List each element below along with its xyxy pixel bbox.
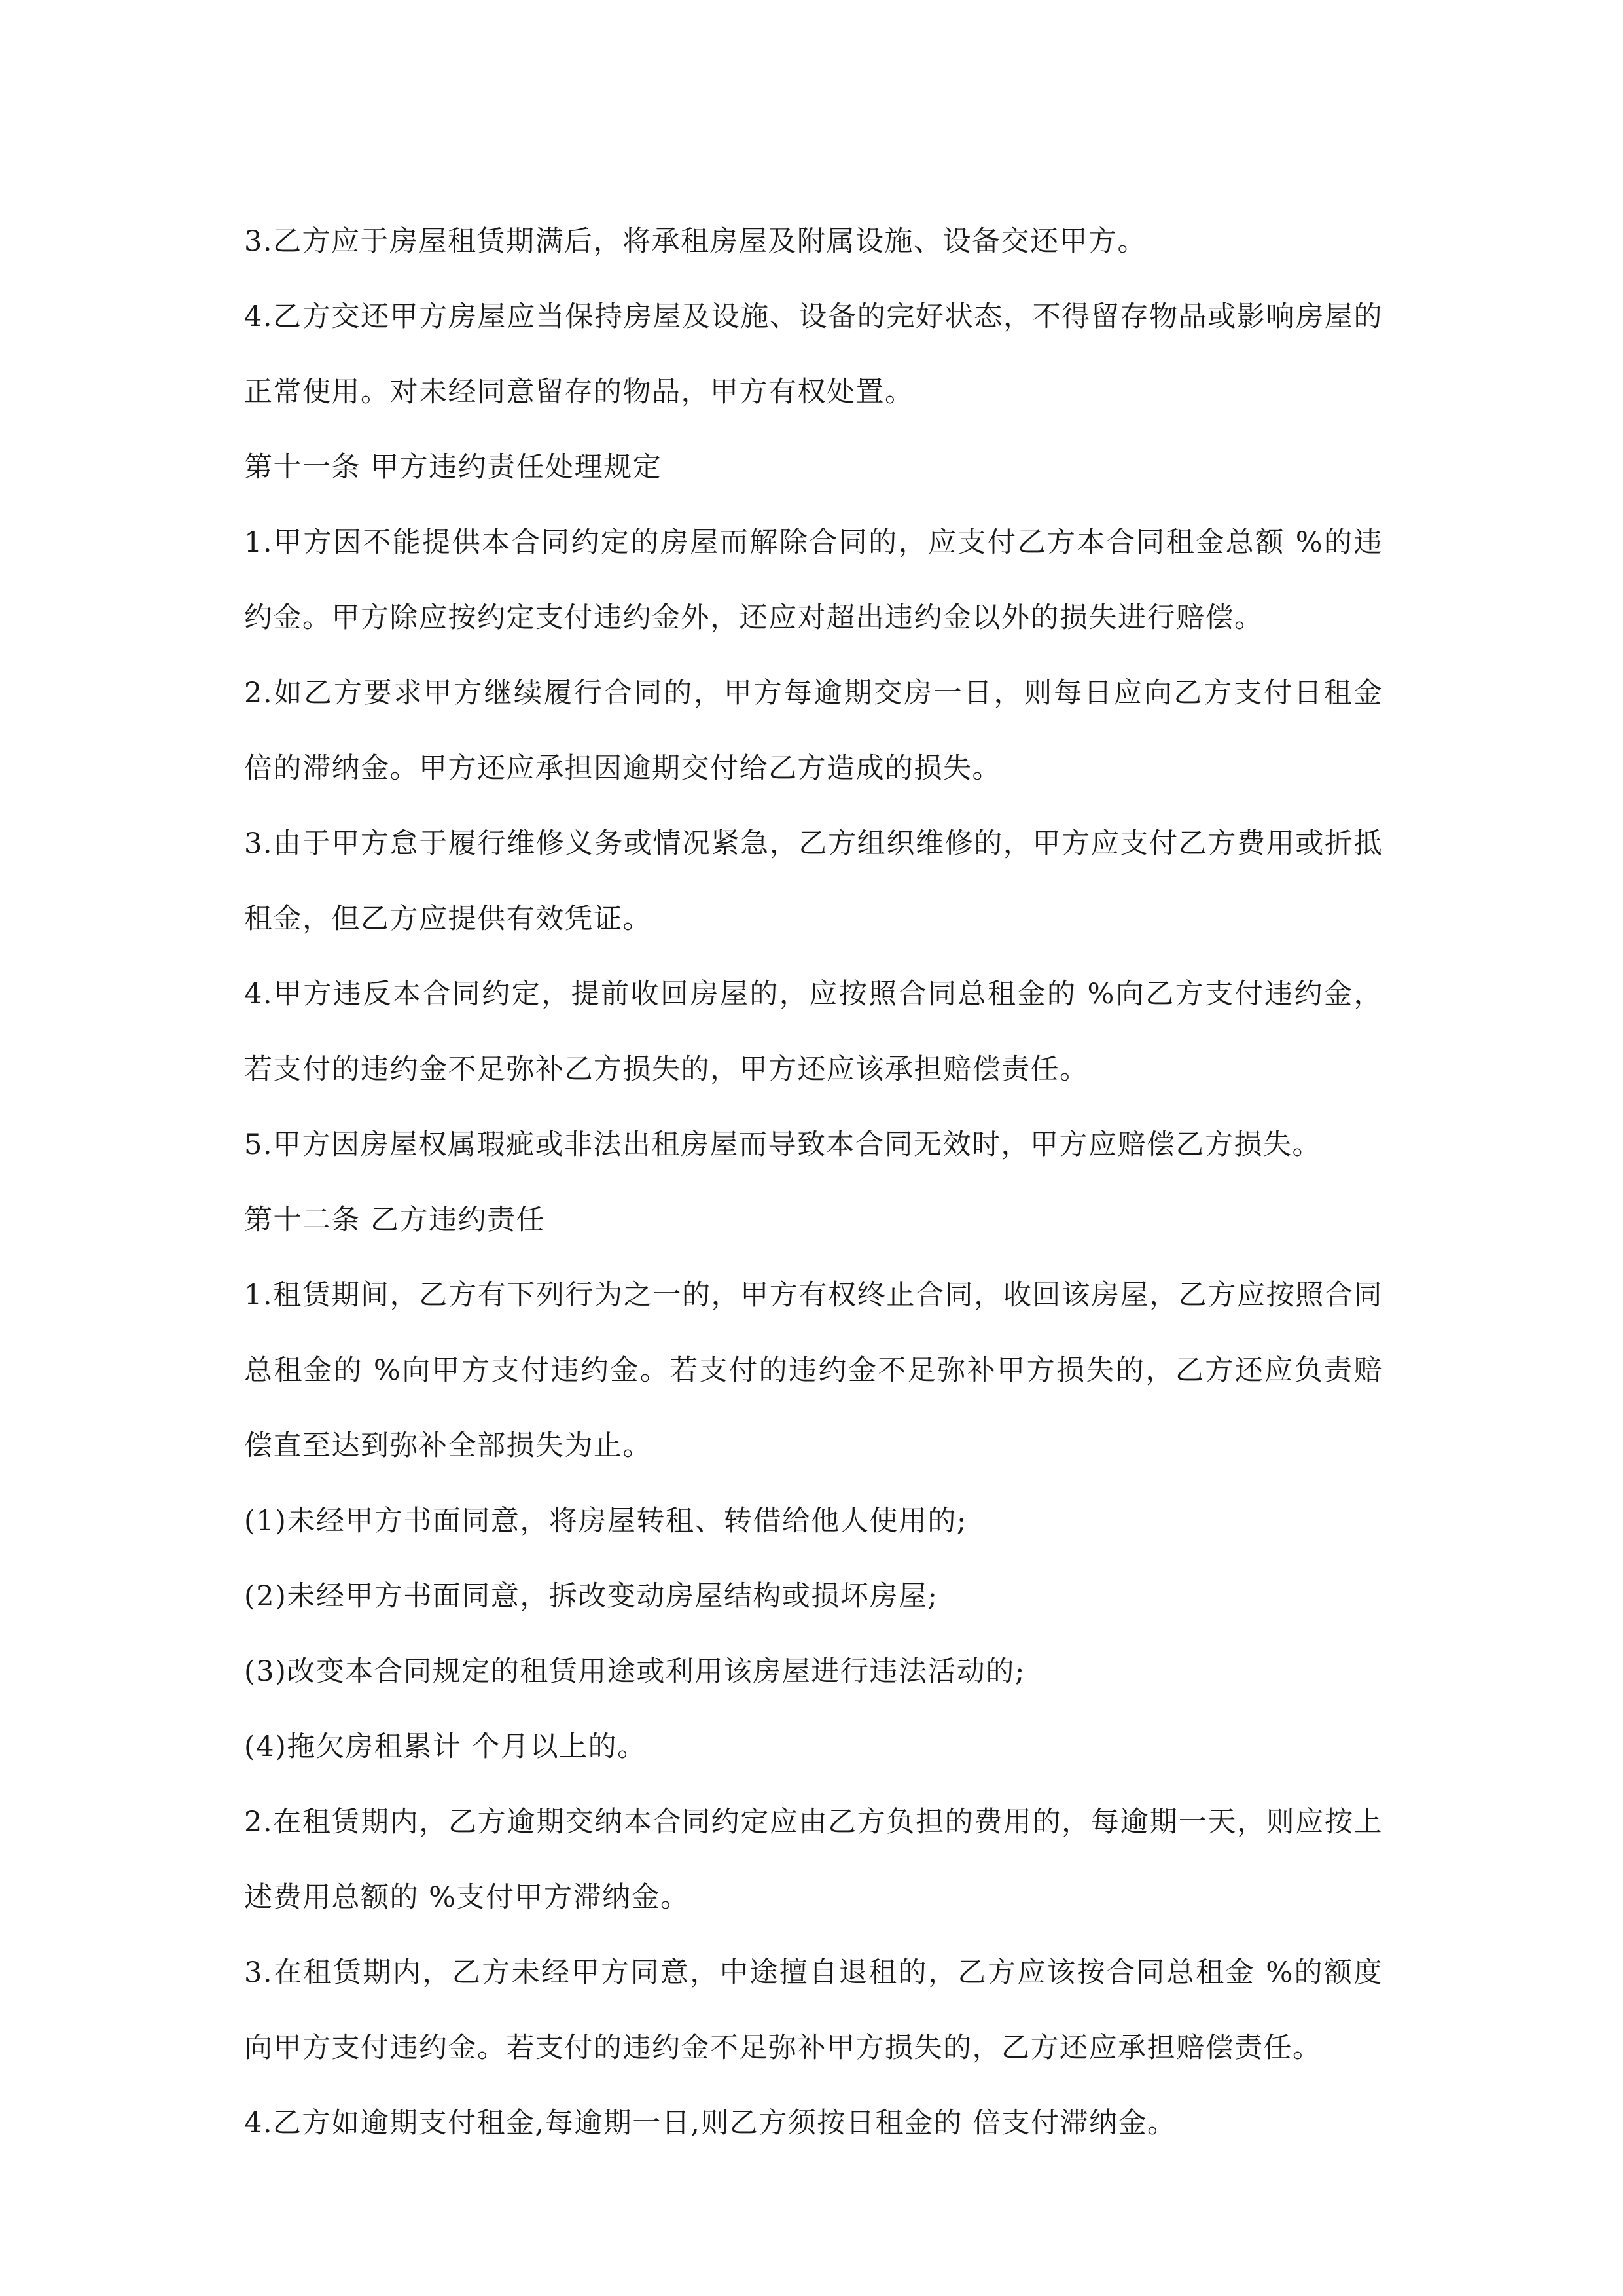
clause-12-item-2: 2.在租赁期内，乙方逾期交纳本合同约定应由乙方负担的费用的，每逾期一天，则应按上述费用总额的 %支付甲方滞纳金。 bbox=[244, 1806, 1383, 1914]
clause-12-item-1: 1.租赁期间，乙方有下列行为之一的，甲方有权终止合同，收回该房屋，乙方应按照合同总租金的 %向甲方支付违约金。若支付的违约金不足弥补甲方损失的，乙方还应负责赔偿直至达到弥补全部损失为止。 bbox=[244, 1279, 1383, 1462]
clause-11-heading: 第十一条 甲方违约责任处理规定 bbox=[244, 451, 662, 484]
clause-12-heading: 第十二条 乙方违约责任 bbox=[244, 1204, 546, 1236]
clause-11-item-5: 5.甲方因房屋权属瑕疵或非法出租房屋而导致本合同无效时，甲方应赔偿乙方损失。 bbox=[244, 1128, 1322, 1161]
clause-11-item-1: 1.甲方因不能提供本合同约定的房屋而解除合同的，应支付乙方本合同租金总额 %的违约金。甲方除应按约定支付违约金外，还应对超出违约金以外的损失进行赔偿。 bbox=[244, 526, 1383, 634]
document-body bbox=[244, 204, 1383, 2161]
clause-10-item-4: 4.乙方交还甲方房屋应当保持房屋及设施、设备的完好状态，不得留存物品或影响房屋的正常使用。对未经同意留存的物品，甲方有权处置。 bbox=[244, 300, 1383, 408]
clause-12-subitem-3: (3)改变本合同规定的租赁用途或利用该房屋进行违法活动的; bbox=[244, 1655, 1026, 1688]
clause-12-item-3: 3.在租赁期内，乙方未经甲方同意，中途擅自退租的，乙方应该按合同总租金 %的额度向甲方支付违约金。若支付的违约金不足弥补甲方损失的，乙方还应承担赔偿责任。 bbox=[244, 1956, 1383, 2064]
clause-12-subitem-2: (2)未经甲方书面同意，拆改变动房屋结构或损坏房屋; bbox=[244, 1580, 938, 1613]
clause-12-subitem-1: (1)未经甲方书面同意，将房屋转租、转借给他人使用的; bbox=[244, 1505, 967, 1537]
clause-11-item-2: 2.如乙方要求甲方继续履行合同的，甲方每逾期交房一日，则每日应向乙方支付日租金 倍的滞纳金。甲方还应承担因逾期交付给乙方造成的损失。 bbox=[244, 677, 1383, 785]
clause-11-item-3: 3.由于甲方怠于履行维修义务或情况紧急，乙方组织维修的，甲方应支付乙方费用或折抵租金，但乙方应提供有效凭证。 bbox=[244, 827, 1383, 935]
clause-12-subitem-4: (4)拖欠房租累计 个月以上的。 bbox=[244, 1731, 647, 1763]
clause-10-item-3: 3.乙方应于房屋租赁期满后，将承租房屋及附属设施、设备交还甲方。 bbox=[244, 225, 1147, 258]
clause-12-item-4: 4.乙方如逾期支付租金,每逾期一日,则乙方须按日租金的 倍支付滞纳金。 bbox=[244, 2107, 1177, 2140]
clause-11-item-4: 4.甲方违反本合同约定，提前收回房屋的，应按照合同总租金的 %向乙方支付违约金，若支付的违约金不足弥补乙方损失的，甲方还应该承担赔偿责任。 bbox=[244, 978, 1383, 1086]
